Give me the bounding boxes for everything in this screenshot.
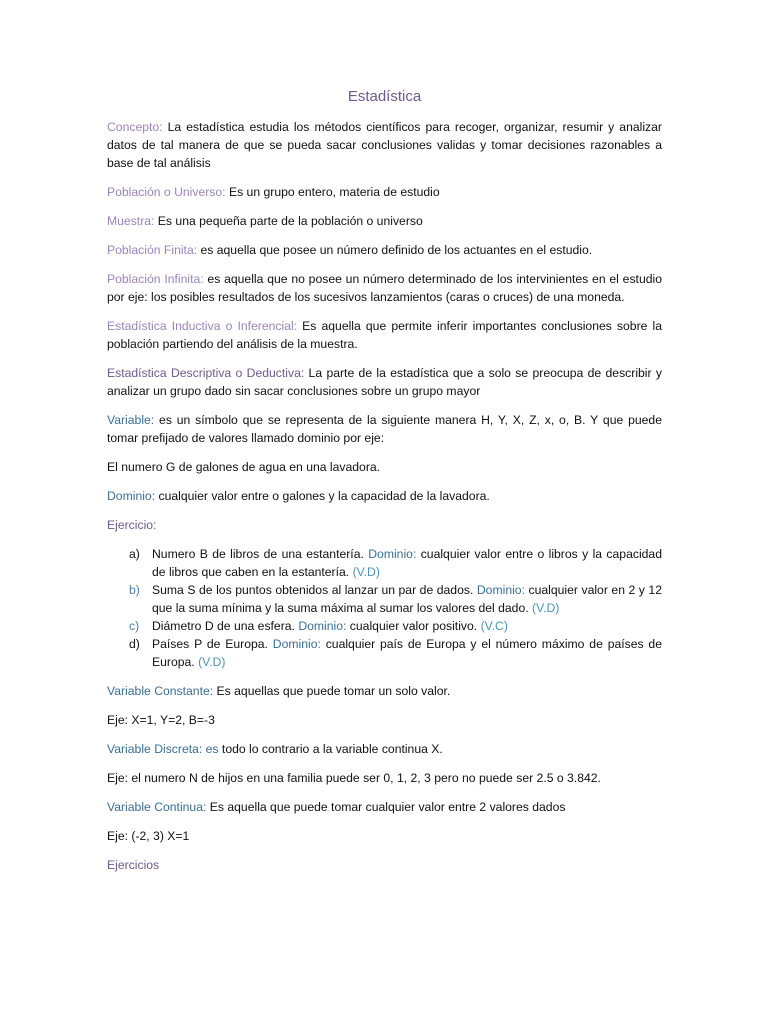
variable-label: Variable:	[107, 413, 155, 427]
concepto-text: La estadística estudia los métodos científicos para recoger, organizar, resumir y analizar datos de tal manera de que se pueda sacar conclusiones validas y tomar decisiones razonables a base de tal análisis	[107, 120, 662, 170]
list-item-tag: (V.D)	[532, 601, 560, 615]
list-item-tag: (V.D)	[352, 565, 380, 579]
list-marker: a)	[129, 547, 140, 561]
list-item	[129, 581, 662, 617]
discreta-paragraph	[107, 740, 662, 758]
constante-label: Variable Constante:	[107, 684, 214, 698]
constante-paragraph	[107, 682, 662, 700]
eje2-paragraph: Eje: el numero N de hijos en una familia puede ser 0, 1, 2, 3 pero no puede ser 2.5 o 3.842.	[107, 771, 601, 785]
discreta-text: todo lo contrario a la variable continua X.	[218, 742, 443, 756]
list-item-text: Países P de Europa.	[152, 637, 273, 651]
list-item-text: cualquier valor positivo.	[346, 619, 481, 633]
descriptiva-paragraph	[107, 364, 662, 400]
infinita-label: Población Infinita:	[107, 272, 204, 286]
list-item	[129, 545, 662, 581]
muestra-text: Es una pequeña parte de la población o universo	[154, 214, 423, 228]
list-item	[129, 617, 662, 635]
list-item-text: Numero B de libros de una estantería.	[152, 547, 369, 561]
galones-paragraph: El numero G de galones de agua en una lavadora.	[107, 460, 381, 474]
poblacion-paragraph	[107, 183, 662, 201]
list-item-text: Diámetro D de una esfera.	[152, 619, 299, 633]
dominio-paragraph	[107, 487, 662, 505]
dominio-label: Dominio:	[107, 489, 156, 503]
finita-label: Población Finita:	[107, 243, 198, 257]
variable-text: es un símbolo que se representa de la siguiente manera H, Y, X, Z, x, o, B. Y que puede tomar prefijado de valores llamado dominio por eje:	[107, 413, 662, 445]
continua-text: Es aquella que puede tomar cualquier valor entre 2 valores dados	[206, 800, 566, 814]
list-item	[129, 635, 662, 671]
inductiva-paragraph	[107, 317, 662, 353]
list-item-text: cualquier país de Europa y el número máximo de países de Europa.	[152, 637, 662, 669]
list-item-dominio: Dominio:	[368, 547, 417, 561]
ejercicios-heading	[107, 856, 662, 874]
list-item-text: cualquier valor entre o libros y la capacidad de libros que caben en la estantería.	[152, 547, 662, 579]
ejercicio-label: Ejercicio:	[107, 518, 157, 532]
descriptiva-label: Estadística Descriptiva o Deductiva:	[107, 366, 305, 380]
list-marker: b)	[129, 583, 140, 597]
list-item-tag: (V.D)	[198, 655, 226, 669]
page-title: Estadística	[347, 88, 422, 105]
muestra-label: Muestra:	[107, 214, 155, 228]
ejercicio-heading	[107, 516, 662, 534]
infinita-paragraph	[107, 270, 662, 306]
poblacion-label: Población o Universo:	[107, 185, 226, 199]
list-item-dominio: Dominio:	[272, 637, 321, 651]
list-item-text: cualquier valor en 2 y 12 que la suma mínima y la suma máxima al sumar los valores del dado.	[152, 583, 662, 615]
variable-paragraph	[107, 411, 662, 447]
eje1-paragraph: Eje: X=1, Y=2, B=-3	[107, 713, 215, 727]
list-item-dominio: Dominio:	[298, 619, 347, 633]
finita-text: es aquella que posee un número definido de los actuantes en el estudio.	[197, 243, 593, 257]
discreta-label: Variable Discreta: es	[107, 742, 219, 756]
inductiva-label: Estadística Inductiva o Inferencial:	[107, 319, 298, 333]
dominio-text: cualquier valor entre o galones y la capacidad de la lavadora.	[155, 489, 490, 503]
finita-paragraph	[107, 241, 662, 259]
infinita-text: es aquella que no posee un número determinado de los intervinientes en el estudio por eje: los posibles resultados de los sucesivos lanzamientos (caras o cruces) de una moneda.	[107, 272, 662, 304]
continua-paragraph	[107, 798, 662, 816]
muestra-paragraph	[107, 212, 662, 230]
ejercicio-list	[107, 545, 662, 671]
list-item-tag: (V.C)	[480, 619, 508, 633]
concepto-label: Concepto:	[107, 120, 163, 134]
ejercicios-label: Ejercicios	[107, 858, 160, 872]
list-marker: d)	[129, 637, 140, 651]
constante-text: Es aquellas que puede tomar un solo valor.	[213, 684, 451, 698]
list-item-text: Suma S de los puntos obtenidos al lanzar un par de dados.	[152, 583, 477, 597]
continua-label: Variable Continua:	[107, 800, 207, 814]
list-marker: c)	[129, 619, 140, 633]
concepto-paragraph	[107, 118, 662, 172]
poblacion-text: Es un grupo entero, materia de estudio	[225, 185, 440, 199]
inductiva-text: Es aquella que permite inferir importantes conclusiones sobre la población partiendo del análisis de la muestra.	[107, 319, 662, 351]
eje3-paragraph: Eje: (-2, 3) X=1	[107, 829, 190, 843]
list-item-dominio: Dominio:	[476, 583, 525, 597]
descriptiva-text: La parte de la estadística que a solo se preocupa de describir y analizar un grupo dado sin sacar conclusiones sobre un grupo mayor	[107, 366, 662, 398]
